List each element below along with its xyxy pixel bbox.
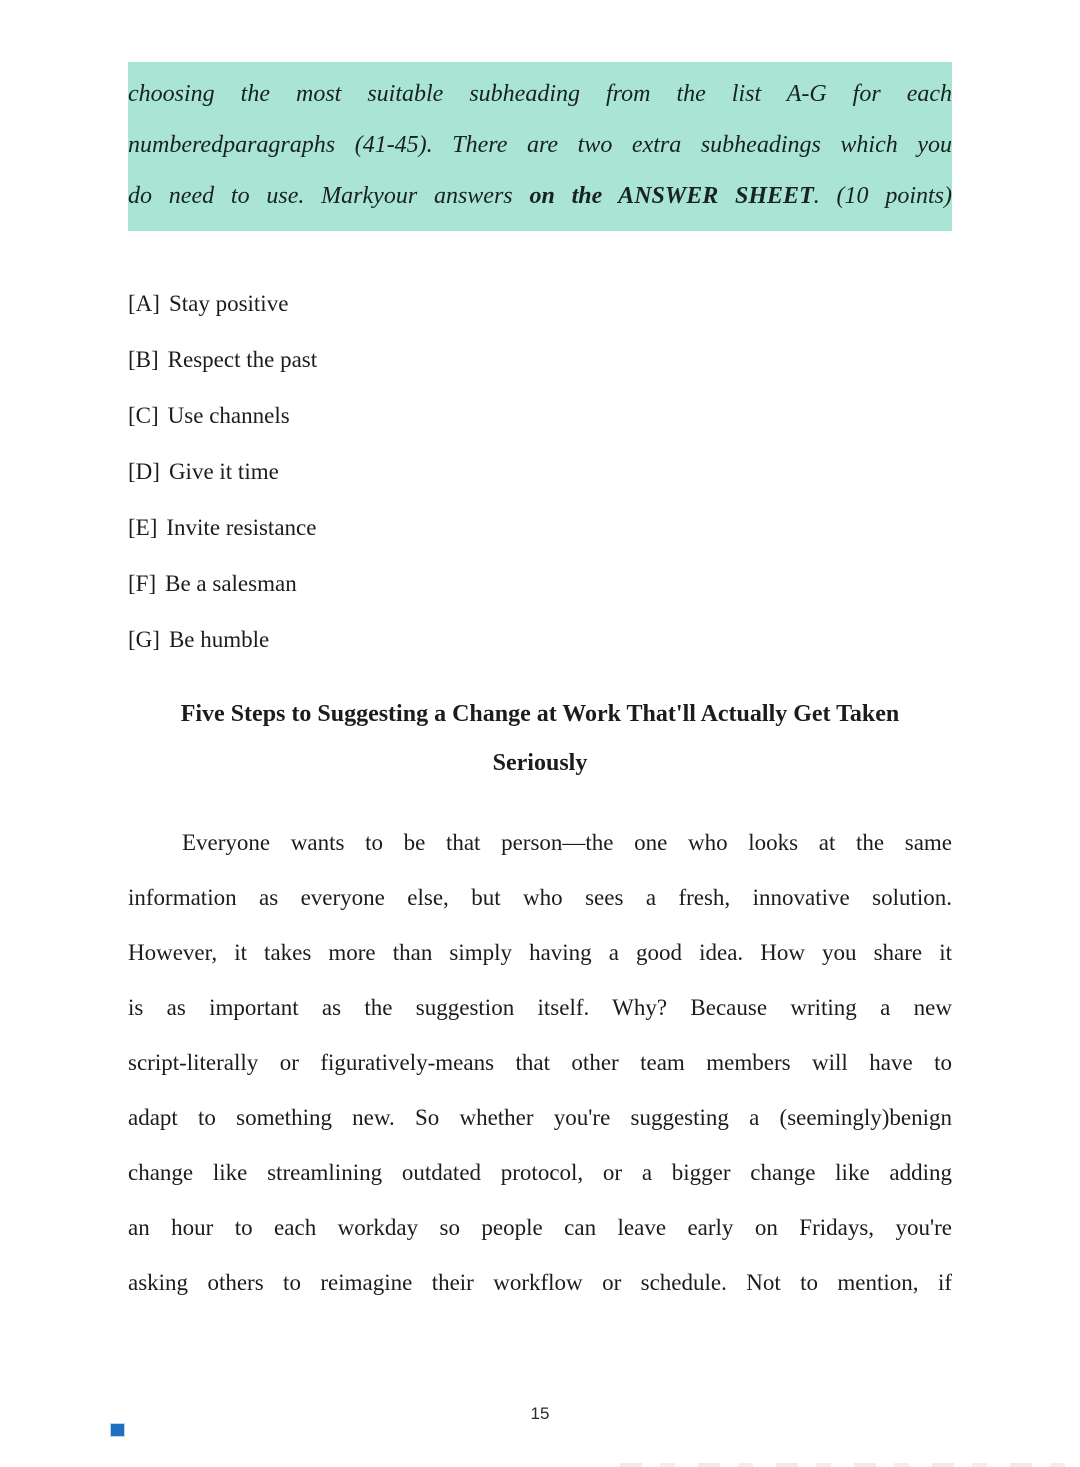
- option-label: [G]: [128, 627, 160, 652]
- option-item-b: [128, 346, 952, 374]
- instruction-line: choosing the most suitable subheading from the list A-G for each: [128, 81, 952, 107]
- option-item-a: [128, 290, 952, 318]
- option-label: [C]: [128, 403, 159, 428]
- paragraph-line: However, it takes more than simply having a good idea. How you share it: [128, 940, 952, 965]
- option-text: Invite resistance: [166, 515, 317, 540]
- instruction-line-suffix: . (10 points): [813, 183, 953, 209]
- option-item-e: [128, 514, 952, 542]
- instruction-bold-answer-sheet: on the ANSWER SHEET: [529, 183, 814, 209]
- article-paragraph: [128, 815, 952, 1310]
- option-text: Be a salesman: [165, 571, 297, 596]
- option-label: [E]: [128, 515, 158, 540]
- option-text: Use channels: [167, 403, 290, 428]
- option-item-c: [128, 402, 952, 430]
- subheading-options-list: [128, 290, 952, 682]
- instruction-line: numberedparagraphs (41-45). There are two extra subheadings which you: [128, 132, 952, 158]
- paragraph-line: Everyone wants to be that person—the one who looks at the same: [182, 830, 952, 855]
- option-label: [A]: [128, 291, 160, 316]
- blue-square-marker: [110, 1423, 125, 1437]
- paragraph-line: is as important as the suggestion itself. Why? Because writing a new: [128, 995, 952, 1020]
- option-label: [B]: [128, 347, 159, 372]
- paragraph-line: change like streamlining outdated protocol, or a bigger change like adding: [128, 1160, 952, 1185]
- option-label: [D]: [128, 459, 160, 484]
- option-text: Stay positive: [168, 291, 289, 316]
- article-title: [128, 690, 952, 788]
- option-item-f: [128, 570, 952, 598]
- instruction-line: [128, 171, 952, 222]
- option-text: Give it time: [168, 459, 279, 484]
- paragraph-line: script-literally or figuratively-means that other team members will have to: [128, 1050, 952, 1075]
- option-item-d: [128, 458, 952, 486]
- article-title-line: Seriously: [492, 750, 588, 776]
- paragraph-line: an hour to each workday so people can leave early on Fridays, you're: [128, 1215, 952, 1240]
- page-number: 15: [530, 1404, 550, 1423]
- paragraph-line: information as everyone else, but who sees a fresh, innovative solution.: [128, 885, 952, 910]
- highlighted-instructions: [128, 62, 952, 231]
- option-text: Be humble: [168, 627, 270, 652]
- paragraph-line: adapt to something new. So whether you're suggesting a (seemingly)benign: [128, 1105, 952, 1130]
- option-text: Respect the past: [167, 347, 318, 372]
- article-title-line: Five Steps to Suggesting a Change at Work That'll Actually Get Taken: [180, 701, 900, 727]
- cutoff-text-fragment: [620, 1463, 1078, 1467]
- option-label: [F]: [128, 571, 157, 596]
- option-item-g: [128, 626, 952, 654]
- paragraph-line: asking others to reimagine their workflow or schedule. Not to mention, if: [128, 1270, 952, 1295]
- instruction-line-prefix: do need to use. Markyour answers: [128, 183, 530, 209]
